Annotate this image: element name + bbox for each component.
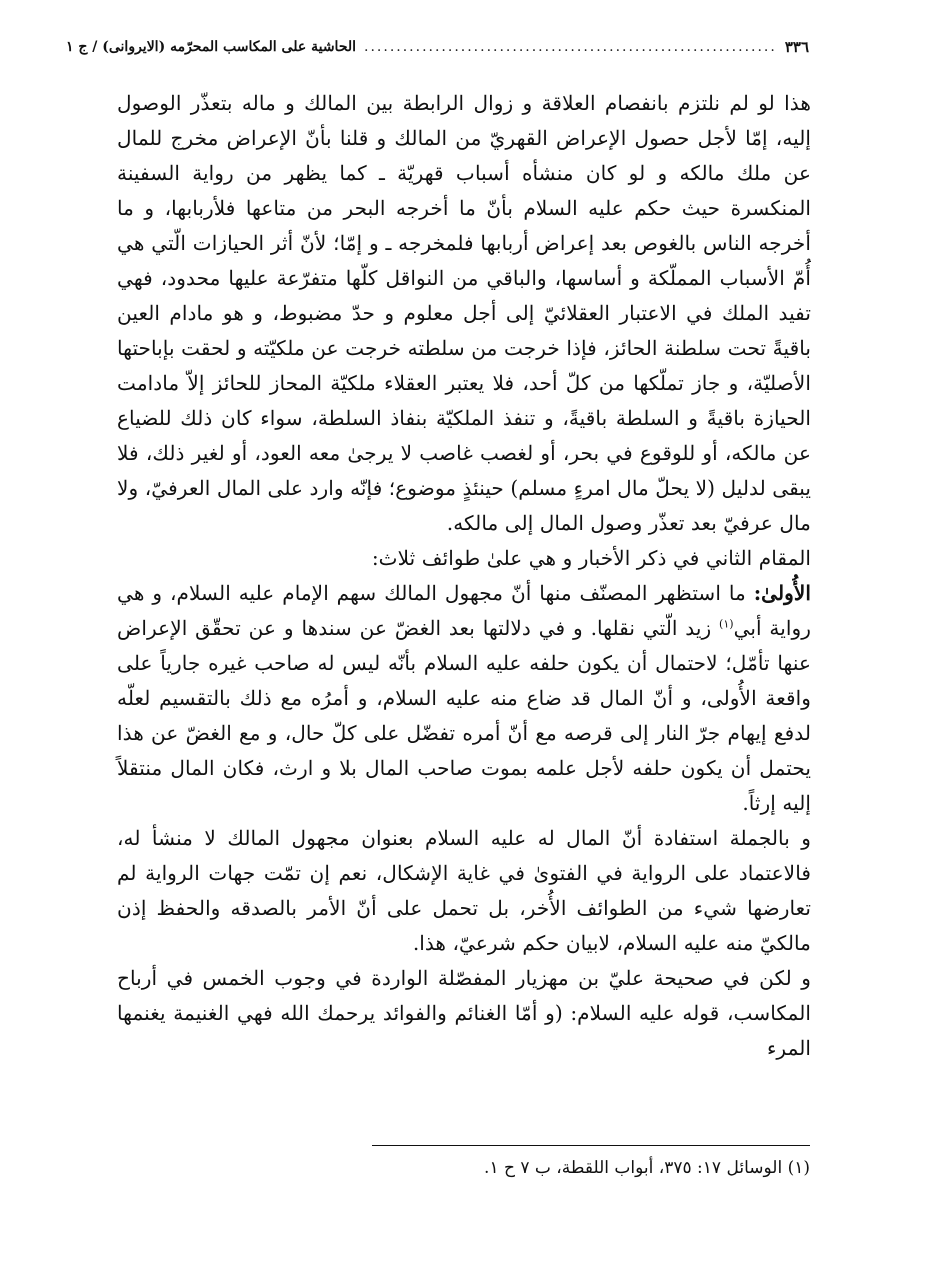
paragraph-2-part-2: زيد الّتي نقلها. و في دلالتها بعد الغضّ عن سندها و عن تحقّق الإعراض عنها تأمّل؛ لاحتمال أن يكون حلفه عليه السلام بأنّه ليس له صاحب غيره جارياً على واقعة الأُولى، و أنّ المال قد ضاع منه عليه السلام، و أمرُه مع ذلك بالتقسيم لعلّه لدفع إيهام جرّ النار إلى قرصه مع أنّ أمره تفضّل على كلّ حال، و مع الغضّ عن هذا يحتمل أن يكون حلفه لأجل علمه بموت صاحب المال بلا و ارث، فكان المال منتقلاً إليه إرثاً.	[117, 616, 811, 815]
page-number: ٣٣٦	[784, 38, 809, 56]
paragraph-1: هذا لو لم نلتزم بانفصام العلاقة و زوال الرابطة بين المالك و ماله بتعذّر الوصول إليه، إمّا لأجل حصول الإعراض القهريّ من المالك و قلنا بأنّ الإعراض مخرج للمال عن ملك مالكه و لو كان منشأه أسباب قهريّة ـ كما يظهر من رواية السفينة المنكسرة حيث حكم عليه السلام بأنّ ما أخرجه البحر من متاعها فلأربابها، و ما أخرجه الناس بالغوص بعد إعراض أربابها فلمخرجه ـ و إمّا؛ لأنّ أثر الحيازات الّتي هي أُمّ الأسباب المملّكة و أساسها، والباقي من النواقل كلّها متفرّعة عليها محدود، فهي تفيد الملك في الاعتبار العقلائيّ إلى أجل معلوم و حدّ مضبوط، و هو مادام العين باقيةً تحت سلطنة الحائز، فإذا خرجت من سلطته خرجت عن ملكيّته و لحقت بإباحتها الأصليّة، و جاز تملّكها من كلّ أحد، فلا يعتبر العقلاء ملكيّة المحاز للحائز إلاّ مادامت الحيازة باقيةً و السلطة باقيةً، و تنفذ الملكيّة بنفاذ السلطة، سواء كان ذلك للضياع عن مالكه، أو للوقوع في بحر، أو لغصب غاصب لا يرجىٰ معه العود، أو لغير ذلك، فلا يبقى لدليل (لا يحلّ مال امرءٍ مسلم) حينئذٍ موضوع؛ فإنّه وارد على المال العرفيّ، ولا مال عرفيّ بعد تعذّر وصول المال إلى مالكه.	[117, 91, 811, 535]
footnote-separator	[372, 1145, 810, 1146]
paragraph-2	[117, 576, 811, 821]
paragraph-3: و بالجملة استفادة أنّ المال له عليه السلام بعنوان مجهول المالك لا منشأ له، فالاعتماد على الرواية في الفتوىٰ في غاية الإشكال، نعم إن تمّت جهات الرواية لم تعارضها شيء من الطوائف الأُخر، بل تحمل على أنّ الأمر بالصدقه والحفظ إذن مالكيّ منه عليه السلام، لابيان حكم شرعيّ، هذا.	[117, 826, 811, 955]
running-header	[65, 34, 809, 60]
book-title: الحاشية على المكاسب المحرّمه (الايروانى) / ج ١	[65, 39, 357, 55]
footnote-reference: (١)	[719, 617, 734, 631]
paragraph-4: و لكن في صحيحة عليّ بن مهزيار المفصّلة الواردة في وجوب الخمس في أرباح المكاسب، قوله عليه السلام: (و أمّا الغنائم والفوائد يرحمك الله فهي الغنيمة يغنمها المرء	[117, 966, 811, 1060]
paragraph-2-part-1: ما استظهر المصنّف منها أنّ مجهول المالك سهم الإمام عليه السلام، و هي رواية أبي	[117, 581, 811, 640]
main-text	[117, 86, 811, 1066]
section-heading: المقام الثاني في ذكر الأخبار و هي علىٰ طوائف ثلاث:	[371, 546, 811, 570]
dot-leader: ................................................................	[364, 39, 777, 55]
paragraph-2-lead: الأُولىٰ:	[753, 581, 811, 605]
footnote-1: (١) الوسائل ١٧: ٣٧٥، أبواب اللقطة، ب ٧ ح ١.	[484, 1158, 810, 1178]
